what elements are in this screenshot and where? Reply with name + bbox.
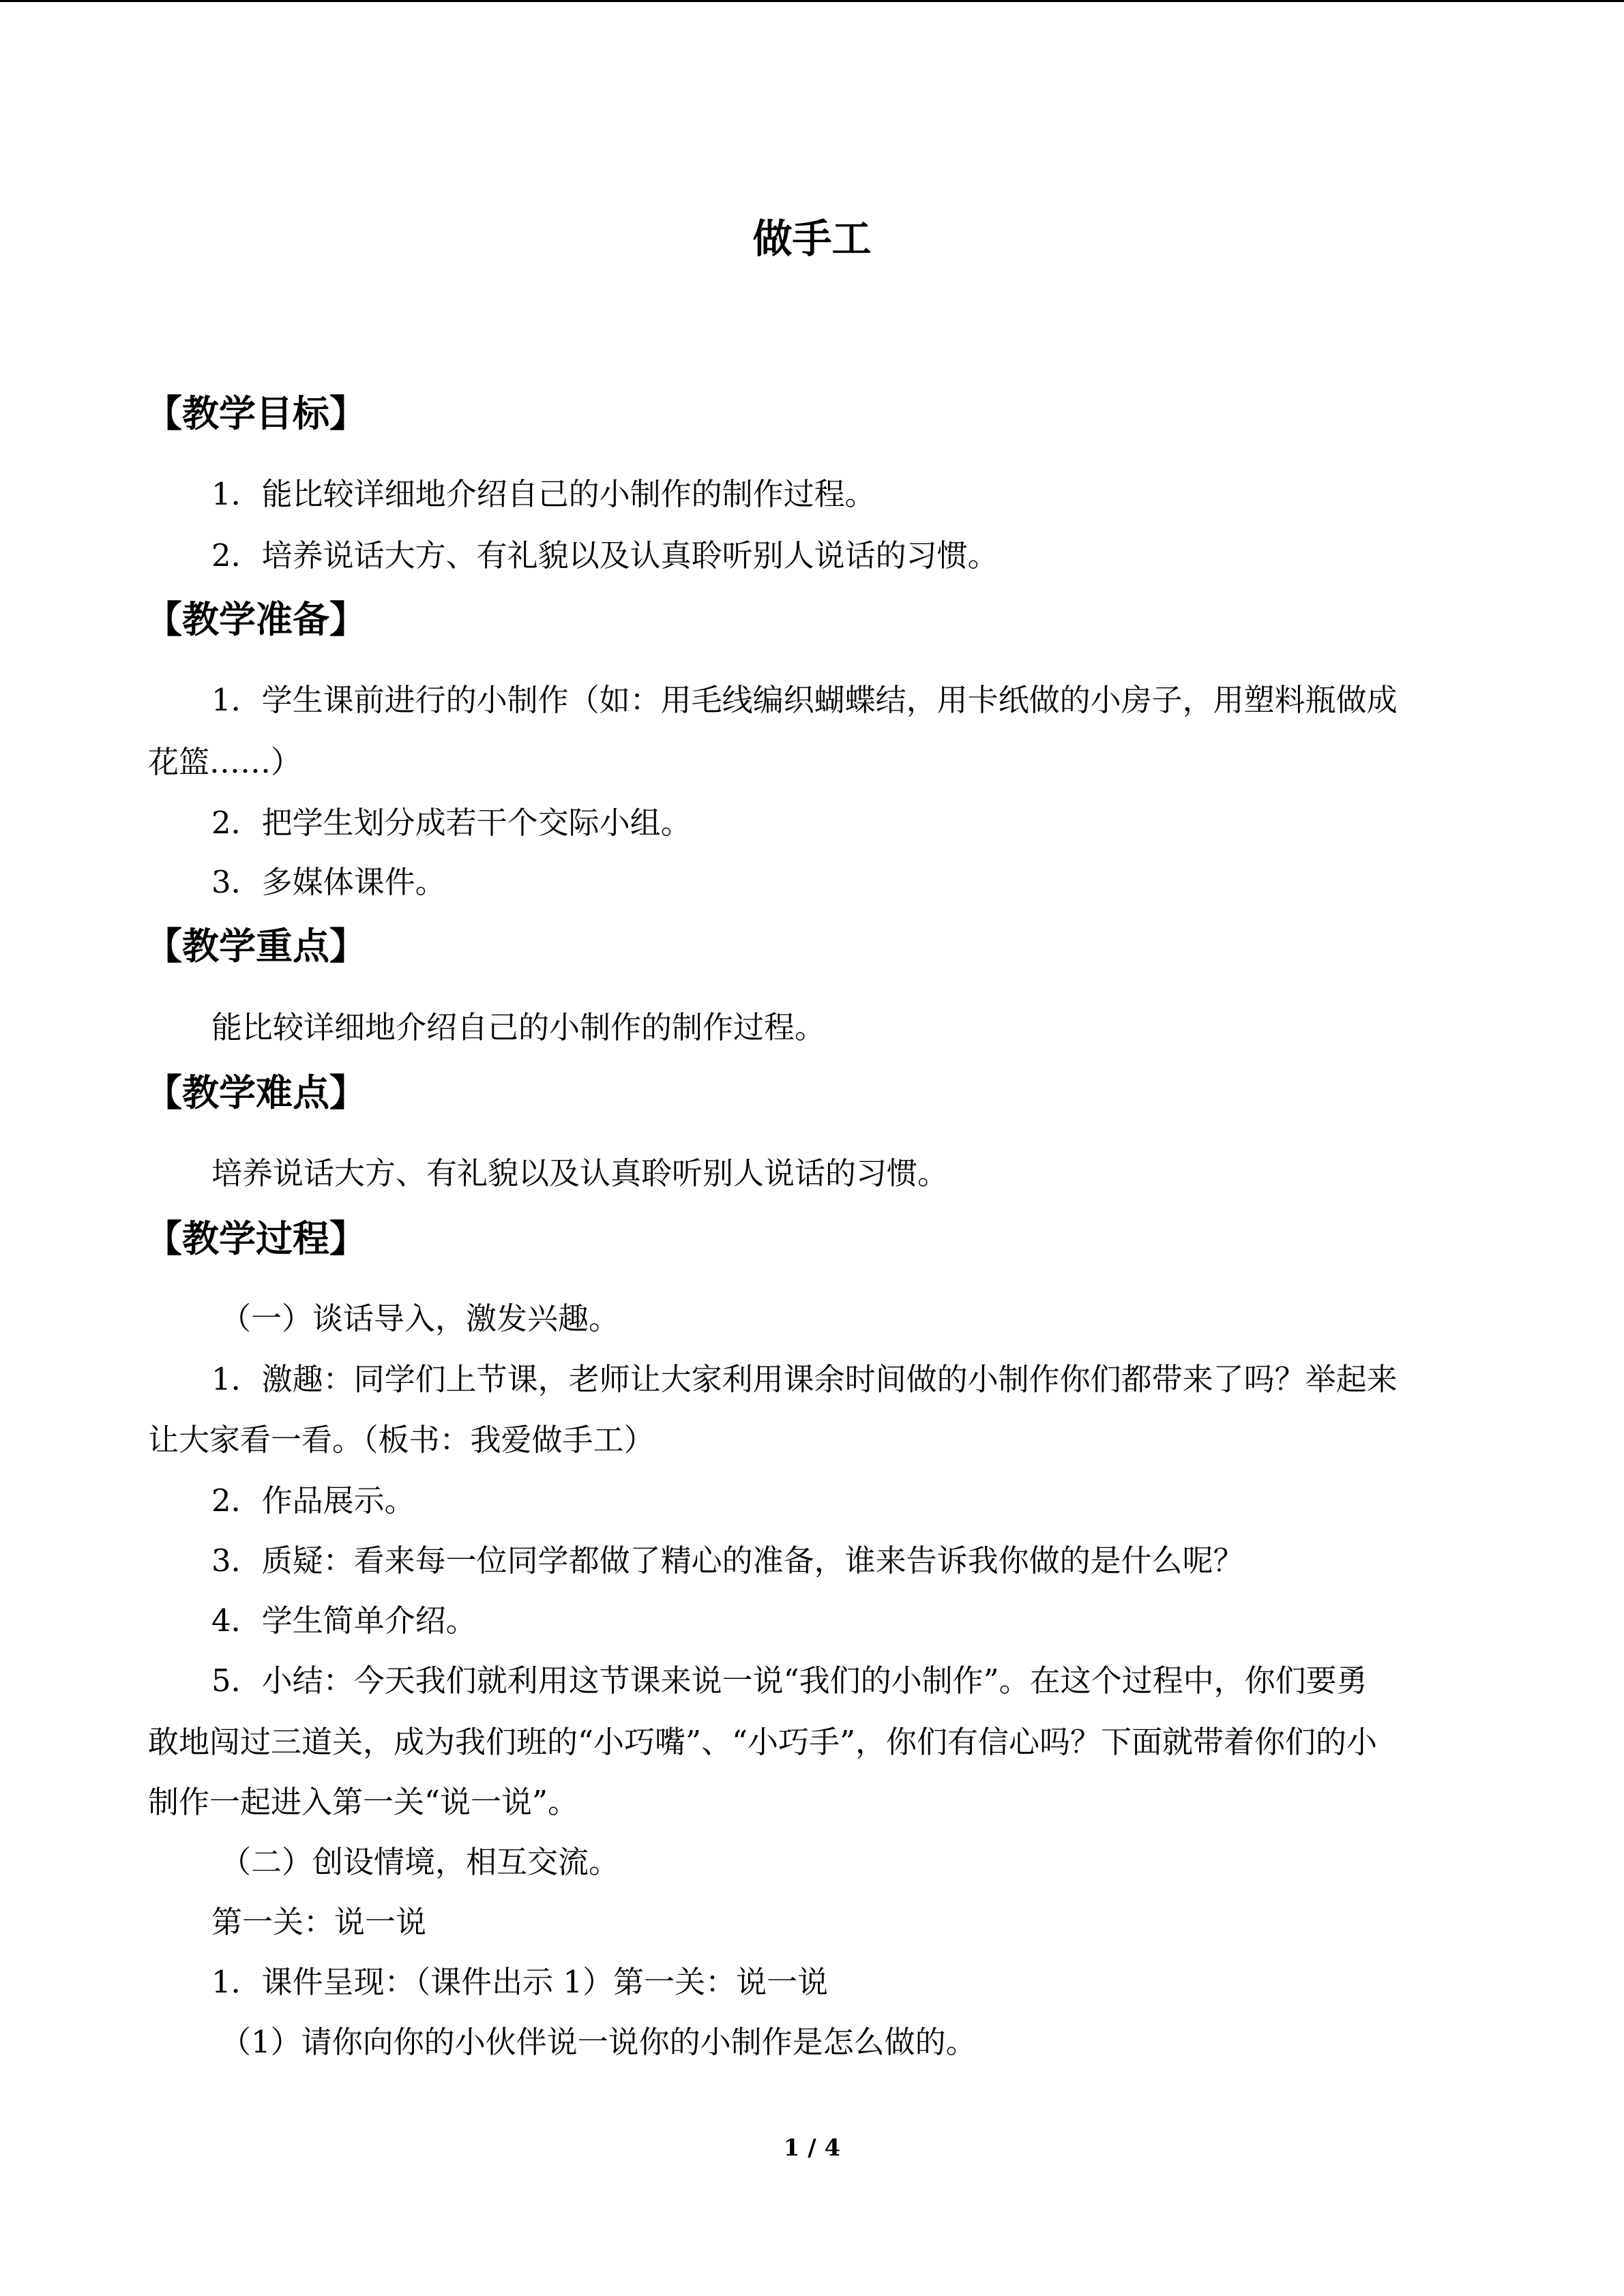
process-line-1: （一）谈话导入，激发兴趣。 bbox=[220, 1300, 620, 1337]
goal-line-1: 1．能比较详细地介绍自己的小制作的制作过程。 bbox=[211, 476, 876, 512]
process-line-5: 3．质疑：看来每一位同学都做了精心的准备，谁来告诉我你做的是什么呢？ bbox=[211, 1542, 1244, 1579]
process-line-8: 敢地闯过三道关，成为我们班的“小巧嘴”、“小巧手”，你们有信心吗？下面就带着你们的小 bbox=[148, 1724, 1378, 1760]
key-line-1: 能比较详细地介绍自己的小制作的制作过程。 bbox=[211, 1009, 826, 1045]
process-line-12: 1．课件呈现：（课件出示 1）第一关：说一说 bbox=[211, 1964, 829, 2000]
document-title: 做手工 bbox=[752, 215, 872, 262]
goal-line-2: 2．培养说话大方、有礼貌以及认真聆听别人说话的习惯。 bbox=[211, 537, 999, 573]
process-line-13: （1）请你向你的小伙伴说一说你的小制作是怎么做的。 bbox=[220, 2024, 977, 2060]
page-top-border bbox=[0, 0, 1624, 2]
heading-teaching-key: 【教学重点】 bbox=[145, 924, 366, 968]
process-line-6: 4．学生简单介绍。 bbox=[211, 1602, 477, 1639]
prep-line-1: 1．学生课前进行的小制作（如：用毛线编织蝴蝶结，用卡纸做的小房子，用塑料瓶做成 bbox=[211, 682, 1398, 718]
heading-teaching-goals: 【教学目标】 bbox=[145, 391, 366, 435]
prep-line-3: 3．多媒体课件。 bbox=[211, 864, 446, 900]
heading-teaching-process: 【教学过程】 bbox=[145, 1217, 366, 1260]
process-line-10: （二）创设情境，相互交流。 bbox=[220, 1844, 620, 1880]
process-line-4: 2．作品展示。 bbox=[211, 1482, 415, 1519]
heading-teaching-prep: 【教学准备】 bbox=[145, 597, 366, 641]
process-line-7: 5．小结：今天我们就利用这节课来说一说“我们的小制作”。在这个过程中，你们要勇 bbox=[211, 1663, 1368, 1699]
page-number: 1 / 4 bbox=[783, 2134, 841, 2162]
heading-teaching-difficulty: 【教学难点】 bbox=[145, 1071, 366, 1114]
process-line-9: 制作一起进入第一关“说一说”。 bbox=[148, 1784, 579, 1820]
difficulty-line-1: 培养说话大方、有礼貌以及认真聆听别人说话的习惯。 bbox=[211, 1155, 949, 1191]
prep-line-1-continued: 花篮……） bbox=[148, 744, 302, 780]
process-line-11: 第一关：说一说 bbox=[211, 1904, 427, 1940]
process-line-2: 1．激趣：同学们上节课，老师让大家利用课余时间做的小制作你们都带来了吗？举起来 bbox=[211, 1361, 1398, 1397]
prep-line-2: 2．把学生划分成若干个交际小组。 bbox=[211, 805, 692, 841]
process-line-3: 让大家看一看。（板书：我爱做手工） bbox=[148, 1422, 655, 1458]
